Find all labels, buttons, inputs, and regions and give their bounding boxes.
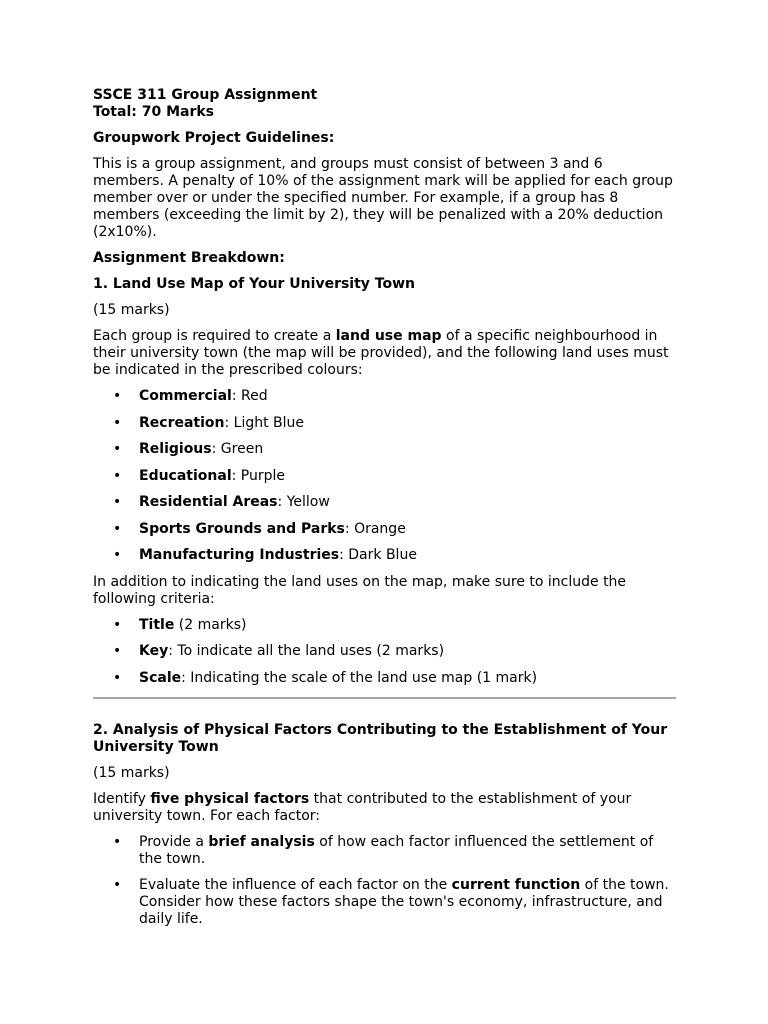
section1-intro: Each group is required to create a land use map of a specific neighbourhood in their university town (the map will be provided), and the following land uses must be indicated in the prescribed colours: [93, 328, 669, 378]
guidelines-text: This is a group assignment, and groups must consist of between 3 and 6 members. A penalty of 10% of the assignment mark will be applied for each group member over or under the specified number. For example, if a group has 8 members (exceeding the limit by 2), they will be penalized with a 20% deduction (2x10%). [93, 156, 673, 240]
list-item: • Commercial: Red [93, 388, 676, 405]
section2-heading: 2. Analysis of Physical Factors Contributing to the Establishment of Your University Town [93, 721, 668, 755]
list-item: • Sports Grounds and Parks: Orange [93, 521, 676, 538]
section2-intro: Identify five physical factors that contributed to the establishment of your university town. For each factor: [93, 790, 632, 824]
list-item: • Provide a brief analysis of how each factor influenced the settlement of the town. [93, 834, 676, 868]
list-item: • Title (2 marks) [93, 617, 676, 634]
section2-marks: (15 marks) [93, 764, 170, 781]
list-item: • Evaluate the influence of each factor on the current function of the town. Consider how these factors shape the town's economy, infrastructure, and daily life. [93, 877, 676, 928]
list-item: • Recreation: Light Blue [93, 415, 676, 432]
course-title: SSCE 311 Group Assignment [93, 87, 318, 103]
land-use-list [93, 388, 676, 564]
list-item: • Educational: Purple [93, 468, 676, 485]
total-marks: Total: 70 Marks [93, 104, 215, 120]
breakdown-heading: Assignment Breakdown: [93, 250, 285, 266]
factor-tasks-list [93, 834, 676, 929]
criteria-intro: In addition to indicating the land uses on the map, make sure to include the following criteria: [93, 573, 627, 607]
section1-heading: 1. Land Use Map of Your University Town [93, 276, 415, 292]
criteria-list [93, 617, 676, 687]
list-item: • Residential Areas: Yellow [93, 494, 676, 511]
section1-marks: (15 marks) [93, 302, 170, 318]
list-item: • Key: To indicate all the land uses (2 marks) [93, 643, 676, 660]
guidelines-heading: Groupwork Project Guidelines: [93, 130, 335, 146]
list-item: • Scale: Indicating the scale of the land use map (1 mark) [93, 670, 676, 687]
list-item: • Manufacturing Industries: Dark Blue [93, 547, 676, 564]
list-item: • Religious: Green [93, 441, 676, 458]
title-block [93, 87, 676, 121]
document-page [93, 87, 676, 938]
